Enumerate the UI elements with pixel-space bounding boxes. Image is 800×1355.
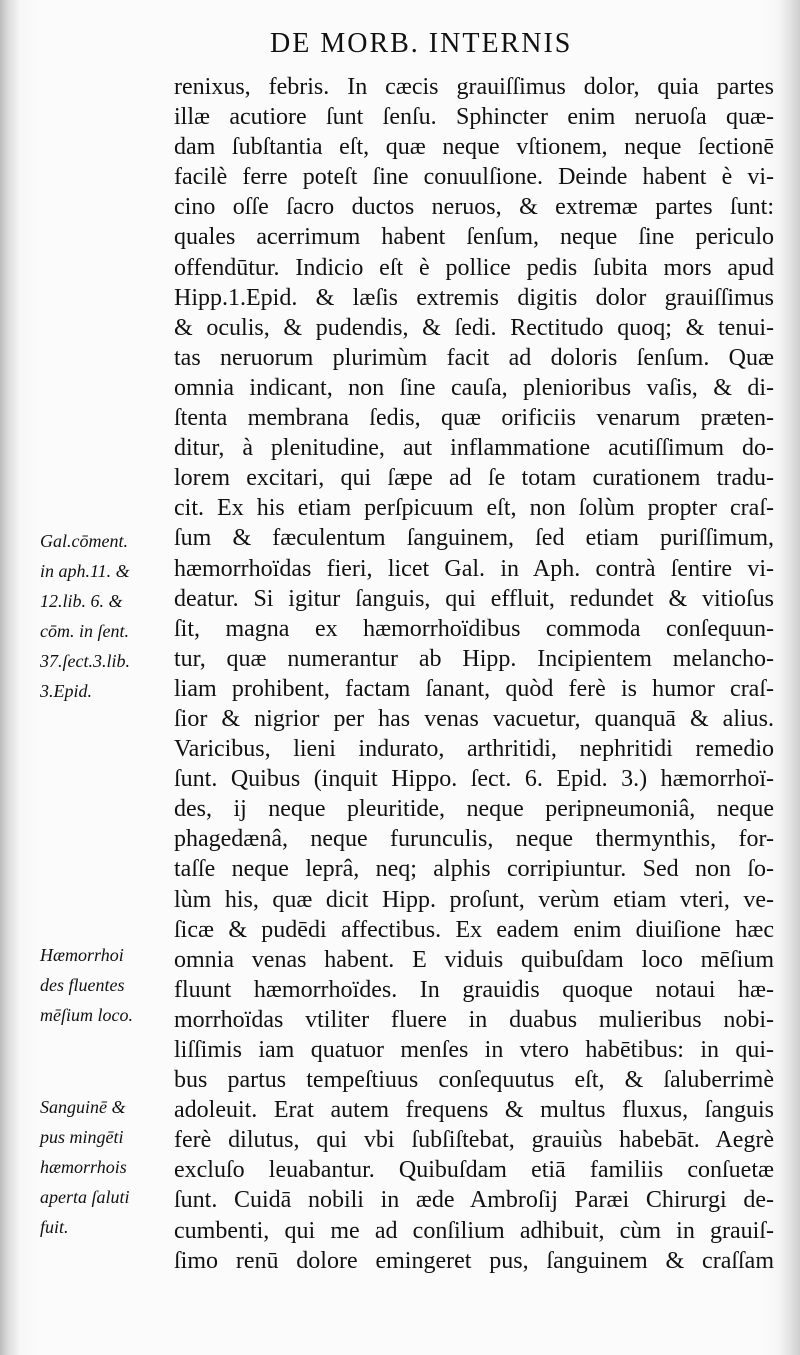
gutter-shadow: [0, 0, 20, 1355]
text-line: ſunt. Cuidā nobili in æde Ambroſij Paræi Chirurgi de-: [174, 1187, 774, 1214]
text-line: morrhoïdas vtiliter fluere in duabus mulieribus nobi-: [174, 1006, 774, 1033]
text-line: ferè dilutus, qui vbi ſubſiſtebat, grauiùs habebāt. Aegrè: [174, 1127, 774, 1154]
text-line: cumbenti, qui me ad conſilium adhibuit, cùm in grauiſ-: [174, 1217, 774, 1244]
text-line: des, ij neque pleuritide, neque peripneumoniâ, neque: [174, 796, 774, 823]
text-line: lùm his, quæ dicit Hipp. proſunt, verùm etiam vteri, ve-: [174, 886, 774, 913]
text-line: lorem excitari, qui ſæpe ad ſe totam curationem tradu-: [174, 465, 774, 492]
margin-note-line: cōm. in ſent.: [40, 621, 129, 642]
text-line: liam prohibent, factam ſanant, quòd ferè is humor craſ-: [174, 675, 774, 702]
margin-note-blood-pus: [40, 1092, 170, 1242]
text-line: phagedænâ, neque furunculis, neque thermynthis, for-: [174, 826, 774, 853]
text-line: Varicibus, lieni indurato, arthritidi, nephritidi remedio: [174, 736, 774, 763]
text-line: cino oſſe ſacro ductos neruos, & extremæ partes ſunt:: [174, 194, 774, 221]
main-text: [174, 72, 774, 1276]
margin-note-line: aperta ſaluti: [40, 1187, 130, 1208]
text-line: omnia venas habent. E viduis quibuſdam loco mēſium: [174, 946, 774, 973]
text-line: renixus, febris. In cæcis grauiſſimus dolor, quia partes: [174, 74, 774, 100]
text-line: tas neruorum plurimùm facit ad doloris ſenſum. Quæ: [174, 344, 774, 371]
text-line: offendūtur. Indicio eſt è pollice pedis ſubita mors apud: [174, 254, 774, 281]
text-line: ſimo renū dolore emingeret pus, ſanguinem & craſſam: [174, 1247, 774, 1274]
text-line: excluſo leuabantur. Quibuſdam etiā familiis conſuetæ: [174, 1157, 774, 1184]
margin-note-line: Gal.cōment.: [40, 531, 128, 551]
text-line: ſicæ & pudēdi affectibus. Ex eadem enim diuiſione hæc: [174, 916, 774, 943]
margin-note-galen: [40, 526, 170, 707]
margin-note-line: 12.lib. 6. &: [40, 591, 123, 612]
text-line: ſum & fæculentum ſanguinem, ſed etiam puriſſimum,: [174, 525, 774, 552]
text-line: hæmorrhoïdas fieri, licet Gal. in Aph. contrà ſentire vi-: [174, 555, 774, 582]
text-line: facilè ferre poteſt ſine conuulſione. Deinde habent è vi-: [174, 164, 774, 191]
margin-note-line: des fluentes: [40, 975, 125, 996]
margin-note-line: Hæmorrhoi: [40, 945, 124, 965]
text-line: dam ſubſtantia eſt, quæ neque vſtionem, neque ſectionē: [174, 134, 774, 161]
page-edge: [778, 0, 800, 1355]
text-line: ſit, magna ex hæmorrhoïdibus commoda conſequun-: [174, 615, 774, 642]
margin-note-haemorrhoids: [40, 940, 170, 1030]
margin-note-line: 3.Epid.: [40, 681, 92, 702]
margin-note-line: in aph.11. &: [40, 561, 130, 582]
margin-note-line: hæmorrhois: [40, 1157, 127, 1178]
margin-note-line: Sanguinē &: [40, 1097, 126, 1117]
text-line: Hipp.1.Epid. & læſis extremis digitis dolor grauiſſimus: [174, 284, 774, 311]
text-line: cit. Ex his etiam perſpicuum eſt, non ſolùm propter craſ-: [174, 495, 774, 522]
text-line: ſtenta membrana ſedis, quæ orificiis venarum præten-: [174, 405, 774, 432]
margin-note-line: 37.ſect.3.lib.: [40, 651, 130, 672]
margin-note-line: pus mingēti: [40, 1127, 124, 1148]
text-line: liſſimis iam quatuor menſes in vtero habētibus: in qui-: [174, 1037, 774, 1063]
text-line: taſſe neque leprâ, neq; alphis corripiuntur. Sed non ſo-: [174, 856, 774, 883]
margin-note-line: fuit.: [40, 1217, 69, 1238]
text-line: ſior & nigrior per has venas vacuetur, quanquā & alius.: [174, 705, 774, 732]
text-line: tur, quæ numerantur ab Hipp. Incipientem melancho-: [174, 645, 774, 672]
running-head: DE MORB. INTERNIS: [270, 28, 573, 59]
text-line: illæ acutiore ſunt ſenſu. Sphincter enim neruoſa quæ-: [174, 104, 774, 131]
text-line: adoleuit. Erat autem frequens & multus fluxus, ſanguis: [174, 1097, 774, 1124]
text-line: fluunt hæmorrhoïdes. In grauidis quoque notaui hæ-: [174, 976, 774, 1003]
text-line: ditur, à plenitudine, aut inflammatione acutiſſimum do-: [174, 435, 774, 462]
margin-note-line: mēſium loco.: [40, 1005, 133, 1026]
text-line: ſunt. Quibus (inquit Hippo. ſect. 6. Epid. 3.) hæmorrhoï-: [174, 766, 774, 793]
text-line: & oculis, & pudendis, & ſedi. Rectitudo quoq; & tenui-: [174, 314, 774, 341]
text-line: omnia indicant, non ſine cauſa, plenioribus vaſis, & di-: [174, 374, 774, 401]
text-line: deatur. Si igitur ſanguis, qui effluit, redundet & vitioſus: [174, 585, 774, 612]
text-line: quales acerrimum habent ſenſum, neque ſine periculo: [174, 224, 774, 251]
text-line: bus partus tempeſtiuus conſequutus eſt, & ſaluberrimè: [174, 1067, 774, 1094]
